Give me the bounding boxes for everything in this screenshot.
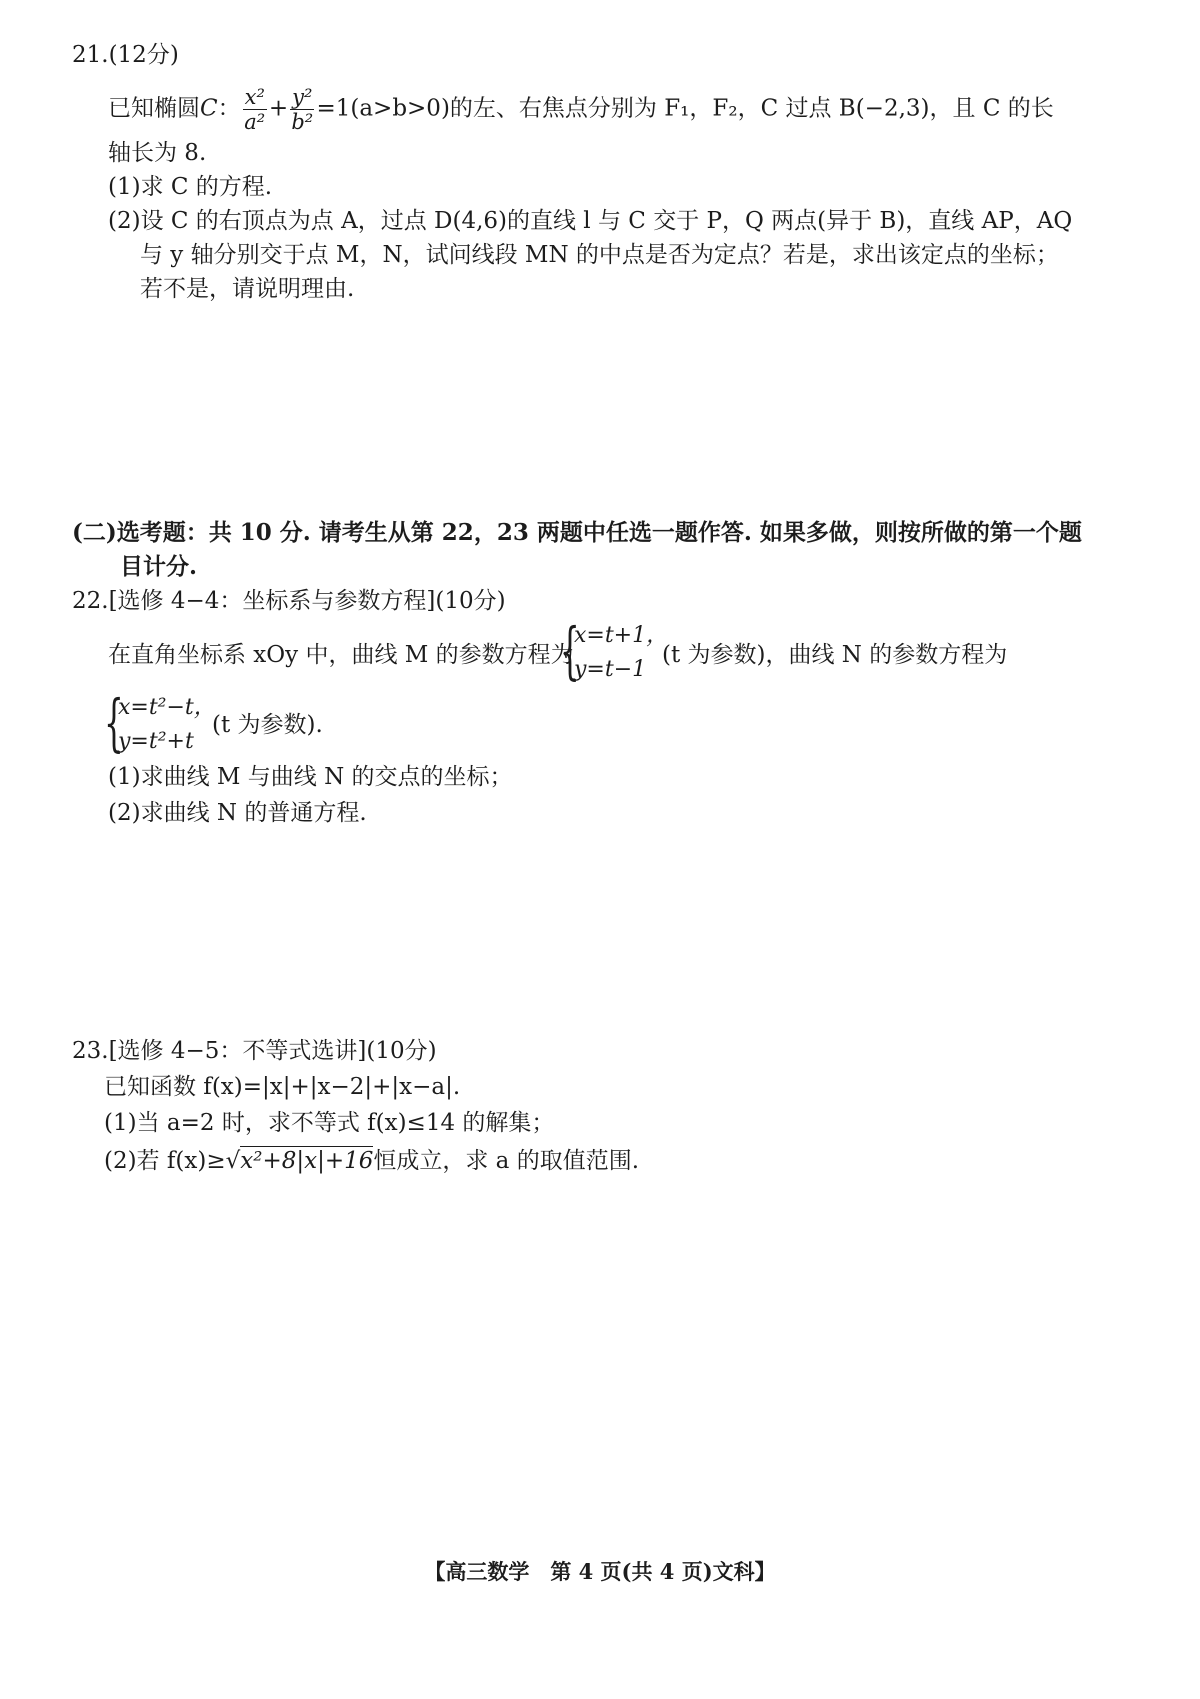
page-footer: 【高三数学 第 4 页(共 4 页)文科】 <box>424 1559 776 1584</box>
q22-system-m-y: y=t−1 <box>574 657 647 682</box>
q22-part1: (1)求曲线 M 与曲线 N 的交点的坐标； <box>108 764 513 790</box>
q22-system-n-brace: { <box>104 686 124 759</box>
section2-line2: 目计分. <box>120 553 198 580</box>
q23-stem: 已知函数 f(x)=|x|+|x−2|+|x−a|. <box>104 1074 461 1100</box>
q21-part2-line2: 与 y 轴分别交于点 M，N，试问线段 MN 的中点是否为定点？若是，求出该定点的坐标； <box>140 242 1059 268</box>
q22-system-m-brace: { <box>560 614 580 687</box>
q21-stem-text-a: 已知椭圆 <box>108 95 200 122</box>
q21-part1: (1)求 C 的方程. <box>108 174 273 200</box>
q23-part2 <box>104 1146 639 1176</box>
q22-system-m-x: x=t+1， <box>574 623 669 648</box>
q23-part2-text-a: (2)若 f(x)≥ <box>104 1148 226 1174</box>
q22-stem-c: (t 为参数). <box>212 712 323 738</box>
q21-stem-text-b: =1(a>b>0)的左、右焦点分别为 F₁，F₂，C 过点 B(−2,3)，且 C 的长 <box>316 95 1054 122</box>
q21-stem-line2: 轴长为 8. <box>108 140 207 166</box>
q21-part2-line1: (2)设 C 的右顶点为点 A，过点 D(4,6)的直线 l 与 C 交于 P，Q 两点(异于 B)，直线 AP，AQ <box>108 208 1073 234</box>
q21-colon: ： <box>217 95 241 122</box>
q23-sqrt-body: x²+8|x|+16 <box>240 1148 374 1174</box>
q21-fraction-x: $\frac{\text{x²}}{\text{a²}}$ <box>244 85 266 134</box>
q22-part2: (2)求曲线 N 的普通方程. <box>108 800 367 826</box>
q21-stem-line1 <box>108 85 1054 134</box>
q23-header: 23.[选修 4−5：不等式选讲](10分) <box>72 1038 437 1064</box>
q23-sqrt-sign: √ <box>225 1148 241 1174</box>
q21-header: 21.(12分) <box>72 42 179 68</box>
q22-stem-b: (t 为参数)，曲线 N 的参数方程为 <box>662 642 1008 668</box>
q22-system-n-y: y=t²+t <box>118 729 194 754</box>
q21-plus: + <box>268 95 289 122</box>
q22-header: 22.[选修 4−4：坐标系与参数方程](10分) <box>72 588 506 614</box>
q21-part2-line3: 若不是，请说明理由. <box>140 276 355 302</box>
q21-fraction-y: $\frac{\text{y²}}{\text{b²}}$ <box>291 85 314 134</box>
q22-system-n-x: x=t²−t， <box>118 695 216 720</box>
q22-stem-a: 在直角坐标系 xOy 中，曲线 M 的参数方程为 <box>108 642 574 668</box>
section2-line1: (二)选考题：共 10 分. 请考生从第 22，23 两题中任选一题作答. 如果多做，则按所做的第一个题 <box>72 519 1082 546</box>
q23-part1: (1)当 a=2 时，求不等式 f(x)≤14 的解集； <box>104 1110 555 1136</box>
q23-part2-text-b: 恒成立，求 a 的取值范围. <box>373 1148 640 1174</box>
q21-curve-name: C <box>200 95 218 122</box>
